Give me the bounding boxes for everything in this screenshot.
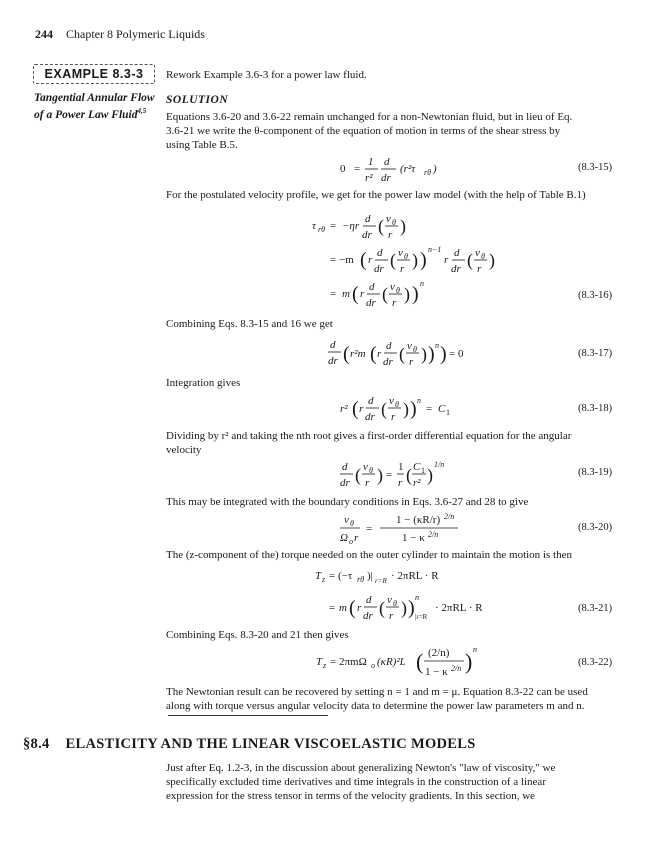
solution-heading: SOLUTION [166,94,229,106]
svg-text:=: = [366,523,373,535]
svg-text:r: r [365,477,370,489]
svg-text:θ: θ [413,345,417,354]
svg-text:v: v [475,247,480,259]
svg-text:d: d [342,461,348,473]
equation-8-3-22 [316,644,496,682]
svg-text:): ) [412,250,418,270]
svg-text:): ) [428,343,435,365]
svg-text:(: ( [399,344,405,364]
svg-text:2/n: 2/n [451,664,462,673]
svg-text:v: v [363,461,368,473]
svg-text:θ: θ [396,286,400,295]
svg-text:): ) [420,249,427,271]
svg-text:1: 1 [446,408,450,417]
svg-text:r: r [400,263,405,275]
svg-text:(: ( [349,597,356,619]
svg-text:r: r [444,254,449,266]
svg-text:dr: dr [340,477,350,489]
svg-text:r²: r² [413,477,421,489]
paragraph-5-line-1: Dividing by r² and taking the nth root gives a first-order differential equation for the angular [166,430,572,442]
example-title-sup: 4,5 [137,107,147,115]
svg-text:=: = [426,403,433,415]
equation-8-3-17 [328,338,478,372]
eq-number-16: (8.3-16) [578,290,613,301]
svg-text:T: T [316,656,323,668]
svg-text:(: ( [360,249,367,271]
svg-text:v: v [344,514,349,526]
svg-text:θ: θ [392,218,396,227]
svg-text:1: 1 [421,466,425,475]
svg-text:d: d [454,247,460,259]
svg-text:r=R: r=R [375,577,387,585]
svg-text:1: 1 [368,156,374,168]
svg-text:2/n: 2/n [444,512,455,521]
svg-text:r: r [398,477,403,489]
svg-text:dr: dr [363,610,373,622]
svg-text:(: ( [343,343,350,365]
svg-text:(: ( [370,343,377,365]
svg-text:τ: τ [312,220,316,232]
svg-text:(κR)²L: (κR)²L [377,656,406,668]
svg-text:C: C [438,403,446,415]
svg-text:θ: θ [481,252,485,261]
svg-text:=: = [354,163,361,175]
paragraph-3: Combining Eqs. 8.3-15 and 16 we get [166,318,333,330]
example-end-rule [168,715,328,716]
svg-text:n: n [420,279,424,288]
svg-text:n−1: n−1 [428,245,442,254]
paragraph-8: Combining Eqs. 8.3-20 and 21 then gives [166,629,349,641]
paragraph-9-line-1: The Newtonian result can be recovered by setting n = 1 and m = μ. Equation 8.3-22 can be used [166,686,588,698]
svg-text:=: = [329,602,336,614]
svg-text:r: r [359,403,364,415]
svg-text:n: n [415,593,419,602]
svg-text:r: r [477,263,482,275]
svg-text:=: = [386,469,393,481]
svg-text:): ) [377,465,383,485]
section-heading [23,736,476,753]
equation-8-3-20 [340,511,470,547]
example-title [34,92,159,122]
svg-text:−ηr: −ηr [342,220,360,232]
svg-text:· 2πRL · R: · 2πRL · R [391,570,439,582]
svg-text:θ: θ [395,400,399,409]
svg-text:r: r [377,348,382,360]
svg-text:n: n [435,341,439,350]
svg-text:): ) [404,284,410,304]
svg-text:· 2πRL · R: · 2πRL · R [435,602,483,614]
svg-text:v: v [407,340,412,352]
equation-8-3-19 [340,458,450,494]
eq-number-17: (8.3-17) [578,348,613,359]
svg-text:= (−τ: = (−τ [329,570,353,582]
svg-text:dr: dr [362,229,372,241]
svg-text:): ) [440,343,447,365]
svg-text:dr: dr [374,263,384,275]
chapter-title: Chapter 8 Polymeric Liquids [66,27,205,41]
svg-text:v: v [398,247,403,259]
svg-text:)|: )| [367,570,373,582]
svg-text:= 0: = 0 [449,348,464,360]
svg-text:v: v [386,213,391,225]
svg-text:): ) [410,398,417,420]
section-title: ELASTICITY AND THE LINEAR VISCOELASTIC MODELS [65,736,476,752]
svg-text:dr: dr [365,411,375,423]
svg-text:1 − (κR/r): 1 − (κR/r) [396,514,441,526]
svg-text:(: ( [355,465,361,485]
svg-text:2/n: 2/n [428,530,439,539]
svg-text:=: = [330,220,337,232]
svg-text:(: ( [352,283,359,305]
example-statement: Rework Example 3.6-3 for a power law fluid. [166,69,367,81]
svg-text:): ) [433,163,437,175]
svg-text:): ) [403,399,409,419]
svg-text:(: ( [352,398,359,420]
svg-text:(: ( [378,216,384,236]
eq-number-22: (8.3-22) [578,657,613,668]
svg-text:): ) [427,465,433,485]
svg-text:r: r [409,356,414,368]
svg-text:|r=R: |r=R [415,613,428,621]
paragraph-7: The (z-component of the) torque needed on the outer cylinder to maintain the motion is then [166,549,572,561]
svg-text:rθ: rθ [318,225,326,234]
svg-text:o: o [371,661,375,670]
svg-text:): ) [401,598,407,618]
svg-text:d: d [365,213,371,225]
paragraph-5-line-2: velocity [166,444,202,456]
svg-text:rθ: rθ [357,575,365,584]
section-number: §8.4 [23,736,50,752]
svg-text:1/n: 1/n [434,460,445,469]
svg-text:r²m: r²m [350,348,366,360]
svg-text:v: v [389,395,394,407]
svg-text:d: d [386,340,392,352]
svg-text:(r²τ: (r²τ [400,163,416,175]
svg-text:(: ( [382,284,388,304]
svg-text:d: d [366,594,372,606]
svg-text:(: ( [379,598,385,618]
page-number: 244 [35,27,53,41]
equation-8-3-16 [312,208,512,308]
svg-text:r: r [391,411,396,423]
svg-text:= 2πmΩ: = 2πmΩ [330,656,367,668]
eq-number-19: (8.3-19) [578,467,613,478]
svg-text:1: 1 [398,461,404,473]
eq-number-21: (8.3-21) [578,603,613,614]
svg-text:C: C [413,461,421,473]
paragraph-4: Integration gives [166,377,241,389]
svg-text:n: n [417,396,421,405]
svg-text:d: d [368,395,374,407]
paragraph-1-line-3: using Table B.5. [166,139,238,151]
svg-text:r: r [360,288,365,300]
svg-text:d: d [330,339,336,351]
paragraph-9-line-2: along with torque versus angular velocity data to determine the power law parameters m and n. [166,700,585,712]
svg-text:): ) [412,283,419,305]
paragraph-1-line-2: 3.6-21 we write the θ-component of the equation of motion in terms of the shear stress by [166,125,561,137]
svg-text:r: r [388,229,393,241]
svg-text:r: r [368,254,373,266]
equation-8-3-15 [340,152,480,188]
example-label: EXAMPLE 8.3-3 [33,64,155,84]
svg-text:): ) [421,344,427,364]
svg-text:(: ( [406,465,412,485]
equation-8-3-18 [340,393,460,427]
svg-text:): ) [465,649,473,674]
svg-text:dr: dr [383,356,393,368]
svg-text:d: d [384,156,390,168]
svg-text:dr: dr [366,297,376,309]
section-line-2: specifically excluded time derivatives and time integrals in the construction of a linear [166,776,546,788]
svg-text:m: m [339,602,347,614]
svg-text:r²: r² [365,172,373,184]
svg-text:r: r [389,610,394,622]
equation-8-3-21 [315,565,515,625]
svg-text:(: ( [390,250,396,270]
svg-text:d: d [369,281,375,293]
svg-text:dr: dr [451,263,461,275]
svg-text:Ω: Ω [340,532,348,544]
paragraph-2: For the postulated velocity profile, we get for the power law model (with the help of Table B.1) [166,189,586,201]
svg-text:= −m: = −m [330,254,354,266]
svg-text:θ: θ [350,519,354,528]
svg-text:): ) [400,216,406,236]
section-line-1: Just after Eq. 1.2-3, in the discussion about generalizing Newton's "law of viscosity," we [166,762,556,774]
svg-text:θ: θ [393,599,397,608]
section-line-3: expression for the stress tensor in terms of the velocity gradients. In this section, we [166,790,536,802]
svg-text:rθ: rθ [424,168,432,177]
paragraph-1-line-1: Equations 3.6-20 and 3.6-22 remain unchanged for a non-Newtonian fluid, but in lieu of Eq. [166,111,573,123]
svg-text:v: v [390,281,395,293]
svg-text:v: v [387,594,392,606]
svg-text:0: 0 [340,163,346,175]
eq-number-18: (8.3-18) [578,403,613,414]
svg-text:n: n [473,645,477,654]
example-title-text: Tangential Annular Flow of a Power Law Fluid [34,92,155,121]
svg-text:z: z [322,575,326,584]
eq-number-20: (8.3-20) [578,522,613,533]
svg-text:r: r [392,297,397,309]
svg-text:r: r [354,532,359,544]
svg-text:r: r [357,602,362,614]
svg-text:): ) [408,597,415,619]
svg-text:d: d [377,247,383,259]
svg-text:=: = [330,288,337,300]
eq-number-15: (8.3-15) [578,162,613,173]
svg-text:z: z [323,661,327,670]
svg-text:1 − κ: 1 − κ [425,666,448,678]
svg-text:(: ( [416,649,424,674]
svg-text:θ: θ [404,252,408,261]
svg-text:(: ( [467,250,473,270]
paragraph-6: This may be integrated with the boundary conditions in Eqs. 3.6-27 and 28 to give [166,496,529,508]
svg-text:r²: r² [340,403,348,415]
svg-text:o: o [349,537,353,546]
svg-text:1 − κ: 1 − κ [402,532,425,544]
svg-text:T: T [315,570,322,582]
svg-text:θ: θ [369,466,373,475]
svg-text:(: ( [381,399,387,419]
svg-text:dr: dr [328,355,338,367]
svg-text:m: m [342,288,350,300]
svg-text:(2/n): (2/n) [428,647,450,659]
svg-text:dr: dr [381,172,391,184]
svg-text:): ) [489,250,495,270]
running-head [35,27,205,42]
